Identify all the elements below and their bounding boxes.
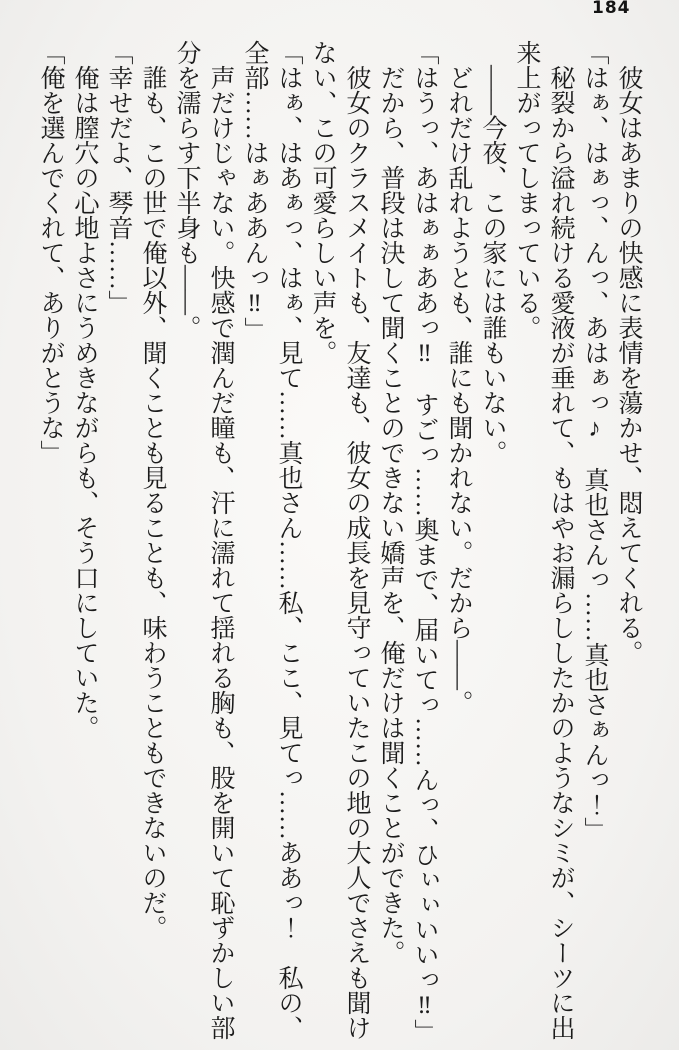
text-line: 「俺を選んでくれて、ありがとうな」 xyxy=(37,40,64,465)
text-line: 秘裂から溢れ続ける愛液が垂れて、もはやお漏らししたかのようなシミが、シーツに出 xyxy=(547,65,574,1040)
text-line: だから、普段は決して聞くことのできない嬌声を、俺だけは聞くことができた。 xyxy=(377,65,404,965)
text-line: 「幸せだよ、琴音……」 xyxy=(105,40,132,315)
text-line: 「はうっ、あはぁぁああっ‼ すごっ……奥まで、届いてっ……んっ、ひぃぃいいっ‼」 xyxy=(411,40,438,1044)
text-line: 分を濡らす下半身も——。 xyxy=(173,40,200,340)
text-line: 彼女はあまりの快感に表情を蕩かせ、悶えてくれる。 xyxy=(615,65,642,665)
text-line: ——今夜、この家には誰もいない。 xyxy=(479,65,506,465)
text-line: どれだけ乱れようとも、誰にも聞かれない。だから——。 xyxy=(445,65,472,715)
page-number: 184 xyxy=(592,0,631,18)
text-line: 来上がってしまっている。 xyxy=(513,40,540,340)
text-line: 全部……はぁああんっ‼」 xyxy=(241,40,268,342)
text-line: 「はぁ、はぁっ、んっ、あはぁっ♪ 真也さんっ……真也さぁんっ！」 xyxy=(581,40,608,842)
text-block xyxy=(33,40,645,1044)
text-line: 「はぁ、はあぁっ、はぁ、見て……真也さん……私、ここ、見てっ……ああっ！ 私の、 xyxy=(275,40,302,1040)
text-line: 彼女のクラスメイトも、友達も、彼女の成長を見守っていたこの地の大人でさえも聞け xyxy=(343,65,370,1040)
text-line: ない、この可愛らしい声を。 xyxy=(309,40,336,365)
text-line: 誰も、この世で俺以外、聞くことも見ることも、味わうこともできないのだ。 xyxy=(139,65,166,940)
text-line: 俺は膣穴の心地よさにうめきながらも、そう口にしていた。 xyxy=(71,65,98,740)
text-line: 声だけじゃない。快感で潤んだ瞳も、汗に濡れて揺れる胸も、股を開いて恥ずかしい部 xyxy=(207,65,234,1040)
